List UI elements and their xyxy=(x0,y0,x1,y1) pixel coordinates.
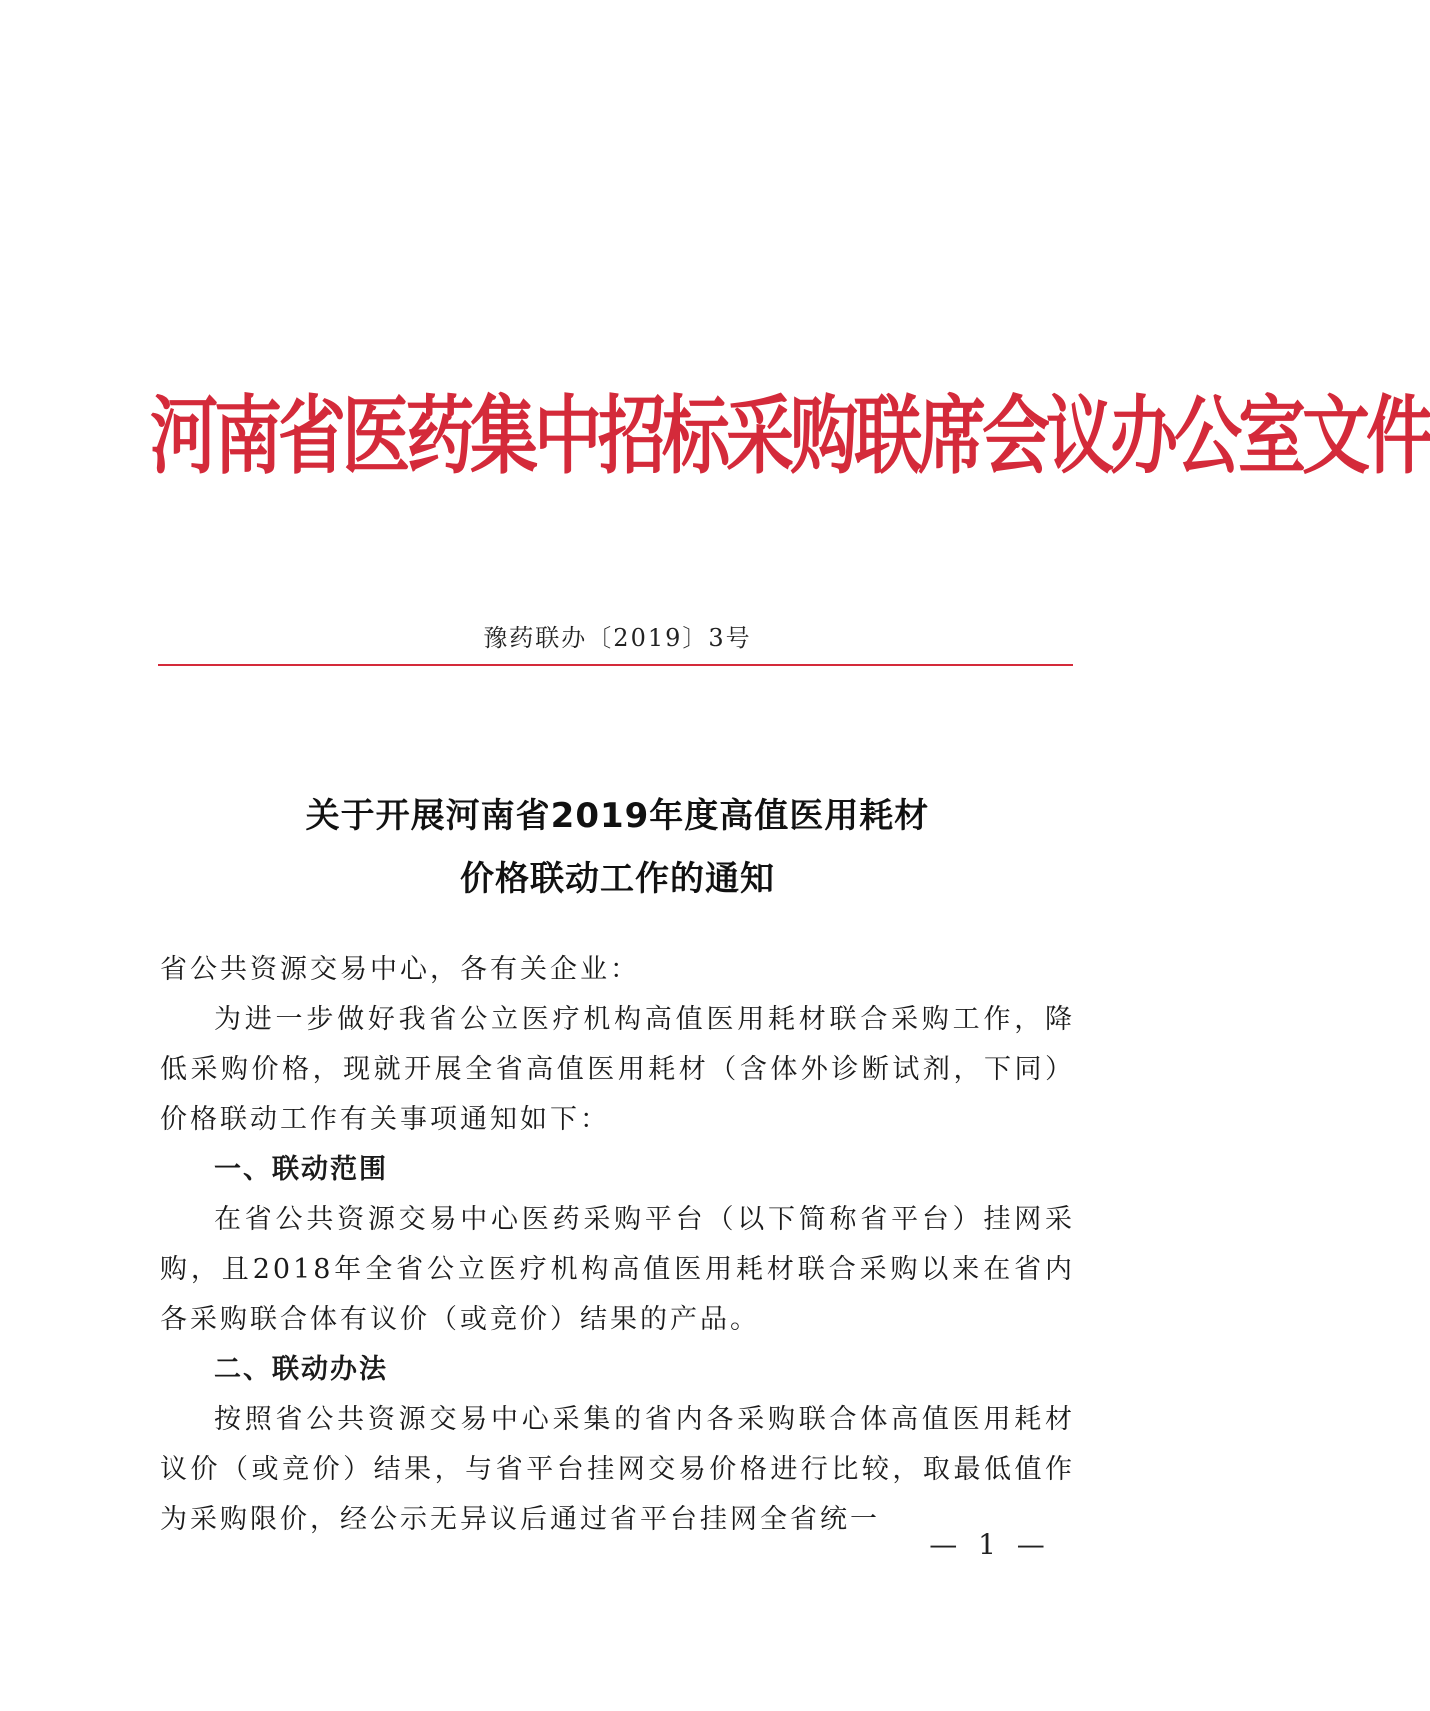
salutation: 省公共资源交易中心，各有关企业： xyxy=(160,954,640,985)
page-number: — 1 — xyxy=(929,1528,1051,1561)
red-divider-line xyxy=(158,664,1073,666)
body-content xyxy=(160,945,1075,1545)
notice-title-line2: 价格联动工作的通知 xyxy=(460,859,775,899)
header-title: 河南省医药集中招标采购联席会议办公室文件 xyxy=(150,388,1430,487)
document-number: 豫药联办〔2019〕3号 xyxy=(483,624,752,652)
notice-title-line1: 关于开展河南省2019年度高值医用耗材 xyxy=(305,796,930,836)
section2-heading: 二、联动办法 xyxy=(214,1354,388,1385)
section1-paragraph: 在省公共资源交易中心医药采购平台（以下简称省平台）挂网采购，且2018年全省公立医疗机构高值医用耗材联合采购以来在省内各采购联合体有议价（或竞价）结果的产品。 xyxy=(160,1204,1075,1335)
section2-paragraph: 按照省公共资源交易中心采集的省内各采购联合体高值医用耗材议价（或竞价）结果，与省平台挂网交易价格进行比较，取最低值作为采购限价，经公示无异议后通过省平台挂网全省统一 xyxy=(160,1404,1075,1535)
intro-paragraph: 为进一步做好我省公立医疗机构高值医用耗材联合采购工作，降低采购价格，现就开展全省高值医用耗材（含体外诊断试剂，下同）价格联动工作有关事项通知如下： xyxy=(160,1004,1075,1135)
section1-heading: 一、联动范围 xyxy=(214,1154,388,1185)
